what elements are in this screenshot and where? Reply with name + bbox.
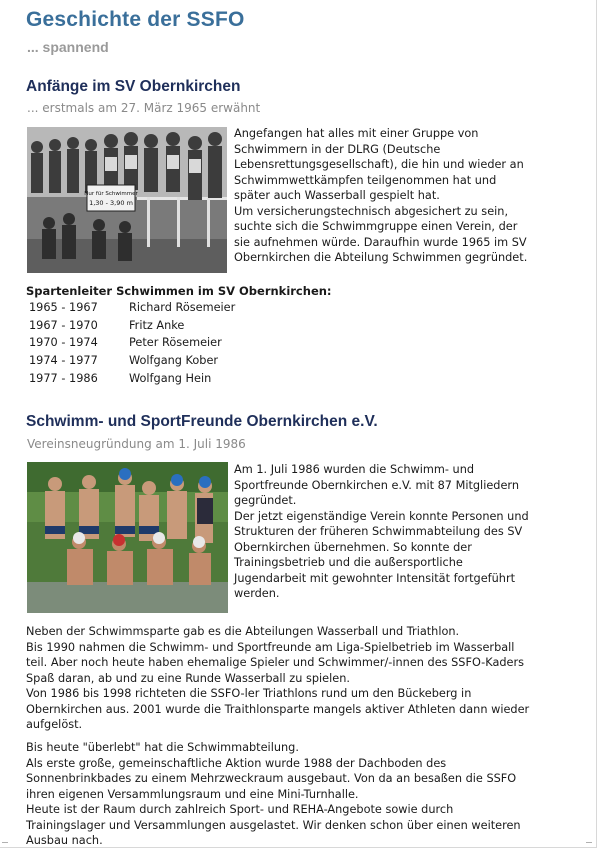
table-row: 1970 - 1974 Peter Rösemeier (29, 336, 222, 350)
section1-paragraph: Angefangen hat alles mit einer Gruppe von Schwimmern in der DLRG (Deutsche Lebensrettungsgesellschaft), die hin und wieder an Schwimmwettkämpfen teilgenommen hat und später auch Wasserball gespielt hat. Um versicherungstechnisch abgesichert zu sein, suchte sich die Schwimmgruppe einen Verein, der sie aufnehmen würde. Daraufhin wurde 1965 im SV Obernkirchen die Abteilung Schwimmen gegründet. (234, 127, 528, 264)
table-row: 1977 - 1986 Wolfgang Hein (29, 371, 212, 385)
leaders-title: Spartenleiter Schwimmen im SV Obernkirchen: (26, 284, 332, 298)
section1-heading: Anfänge im SV Obernkirchen (26, 78, 241, 95)
section2-heading: Schwimm- und SportFreunde Obernkirchen e.V. (26, 413, 378, 430)
leaders-table (26, 299, 235, 387)
corner-mark-right (586, 842, 592, 843)
section2-paragraph: Am 1. Juli 1986 wurden die Schwimm- und Sportfreunde Obernkirchen e.V. mit 87 Mitgliedern gegründet. Der jetzt eigenständige Verein konnte Personen und Strukturen der früheren Schwimmabteilung des SV Obernkirchen übernehmen. So konnte der Trainingsbetrieb und die außersportliche Jugendarbeit mit gewohnter Intensität fortgeführt werden. (234, 463, 529, 600)
table-row: 1974 - 1977 Wolfgang Kober (29, 354, 219, 368)
corner-mark-left (2, 842, 8, 843)
table-row: 1965 - 1967 Richard Rösemeier (29, 301, 236, 315)
photo-sign-line-2: 1,30 - 3,90 m (89, 199, 133, 207)
section2-body-2: Bis heute "überlebt" hat die Schwimmabteilung. Als erste große, gemeinschaftliche Aktion wurde 1988 der Dachboden des Sonnenbrinkbades zu einem Mehrzweckraum ausgebaut. Von da an besaßen die SSFO ihren eigenen Versammlungsraum und eine Mini-Turnhalle. Heute ist der Raum durch zahlreich Sport- und REHA-Angebote sowie durch Trainingslager und Versammlungen ausgelastet. Wir denken schon über einen weiteren Ausbau nach. (26, 741, 521, 847)
table-row: 1967 - 1970 Fritz Anke (29, 318, 185, 332)
section1-subheading: ... erstmals am 27. März 1965 erwähnt (27, 101, 261, 115)
section2-body-1: Neben der Schwimmsparte gab es die Abteilungen Wasserball und Triathlon. Bis 1990 nahmen die Schwimm- und Sportfreunde am Liga-Spielbetrieb im Wasserball teil. Aber noch heute haben ehemalige Spieler und Schwimmer/-innen des SSFO-Kaders Spaß daran, ab und zu eine Runde Wasserball zu spielen. Von 1986 bis 1998 richteten die SSFO-ler Triathlons rund um den Bückeberg in Obernkirchen aus. 2001 wurde die Traithlonsparte mangels aktiver Athleten dann wieder aufgelöst. (26, 625, 530, 731)
page-title: Geschichte der SSFO (26, 8, 245, 31)
page-subtitle: ... spannend (27, 39, 109, 55)
team-1986-photo (27, 462, 228, 613)
section2-subheading: Vereinsneugründung am 1. Juli 1986 (27, 437, 246, 451)
photo-sign-line-1: Nur für Schwimmer (84, 191, 138, 197)
historic-swim-group-photo (27, 127, 227, 273)
